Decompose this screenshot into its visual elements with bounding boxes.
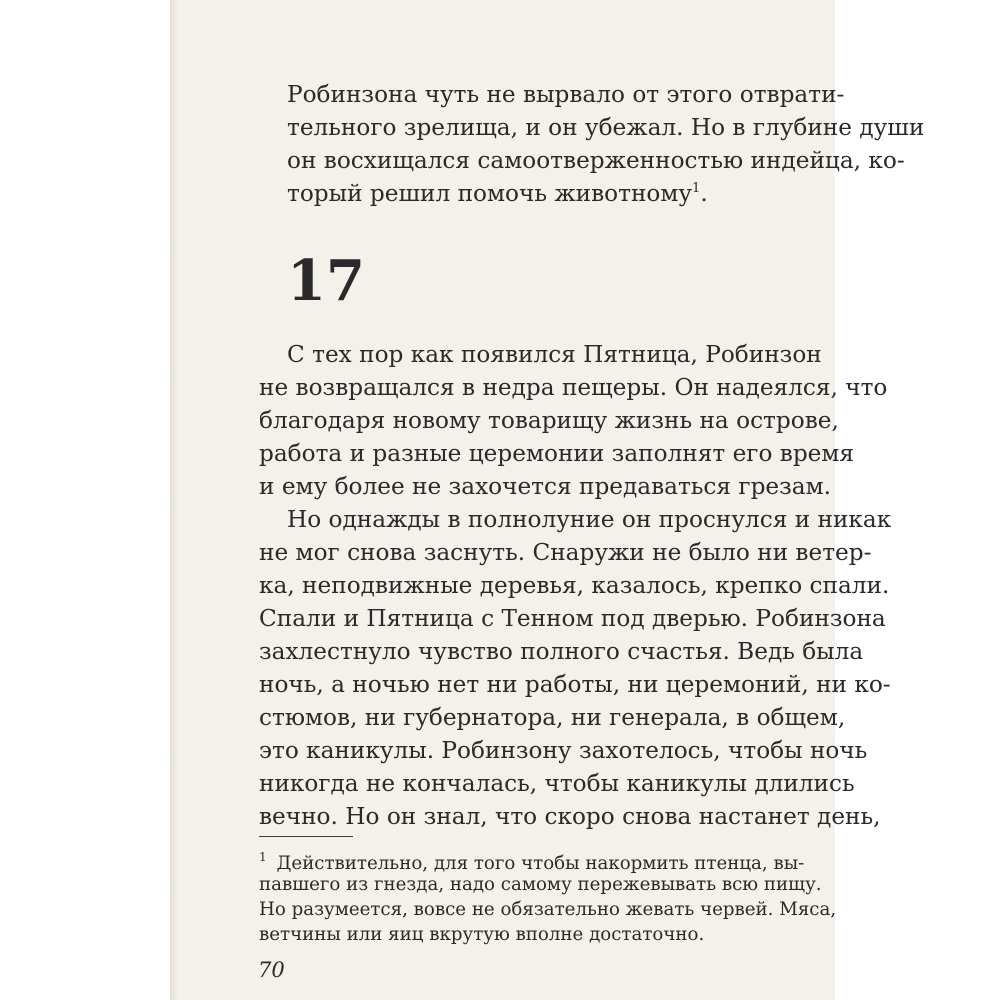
text-line: вечно. Но он знал, что скоро снова настанет день, xyxy=(259,803,881,830)
text-line: Но однажды в полнолуние он проснулся и никак xyxy=(287,506,892,533)
footnote-line xyxy=(259,850,805,874)
book-page xyxy=(170,0,925,1000)
text-line: это каникулы. Робинзону захотелось, чтобы ночь xyxy=(259,737,868,764)
text-line: никогда не кончалась, чтобы каникулы длились xyxy=(259,770,855,797)
footnote-divider xyxy=(259,836,353,837)
text-line: ночь, а ночью нет ни работы, ни церемоний, ни ко- xyxy=(259,671,891,698)
text-line: и ему более не захочется предаваться грезам. xyxy=(259,473,832,500)
text-line: не возвращался в недра пещеры. Он надеялся, что xyxy=(259,374,888,401)
text-line: Робинзона чуть не вырвало от этого отврати- xyxy=(287,81,845,108)
chapter-number: 17 xyxy=(287,248,365,314)
text-line-content: торый решил помочь животному xyxy=(287,180,693,207)
footnote-marker: 1 xyxy=(259,850,267,864)
text-line: стюмов, ни губернатора, ни генерала, в общем, xyxy=(259,704,846,731)
page-gutter-shadow xyxy=(170,0,178,1000)
text-line: захлестнуло чувство полного счастья. Ведь была xyxy=(259,638,864,665)
text-line: тельного зрелища, и он убежал. Но в глубине души xyxy=(287,114,925,141)
text-line: работа и разные церемонии заполнят его время xyxy=(259,440,855,467)
text-line-punct: . xyxy=(700,180,708,207)
footnote-line: ветчины или яиц вкрутую вполне достаточно. xyxy=(259,924,705,945)
text-line: ка, неподвижные деревья, казалось, крепко спали. xyxy=(259,572,890,599)
page-number: 70 xyxy=(258,958,285,982)
footnote-reference: 1 xyxy=(692,181,701,196)
text-line: не мог снова заснуть. Снаружи не было ни ветер- xyxy=(259,539,872,566)
text-line: Спали и Пятница с Тенном под дверью. Робинзона xyxy=(259,605,886,632)
text-line: С тех пор как появился Пятница, Робинзон xyxy=(287,341,822,368)
footnote-text: Действительно, для того чтобы накормить птенца, вы- xyxy=(276,853,805,874)
footnote-line: павшего из гнезда, надо самому пережевывать всю пищу. xyxy=(259,874,822,895)
text-line: благодаря новому товарищу жизнь на острове, xyxy=(259,407,839,434)
footnote-line: Но разумеется, вовсе не обязательно жевать червей. Мяса, xyxy=(259,899,837,920)
text-line: он восхищался самоотверженностью индейца, ко- xyxy=(287,147,905,174)
text-line-last xyxy=(287,182,787,205)
